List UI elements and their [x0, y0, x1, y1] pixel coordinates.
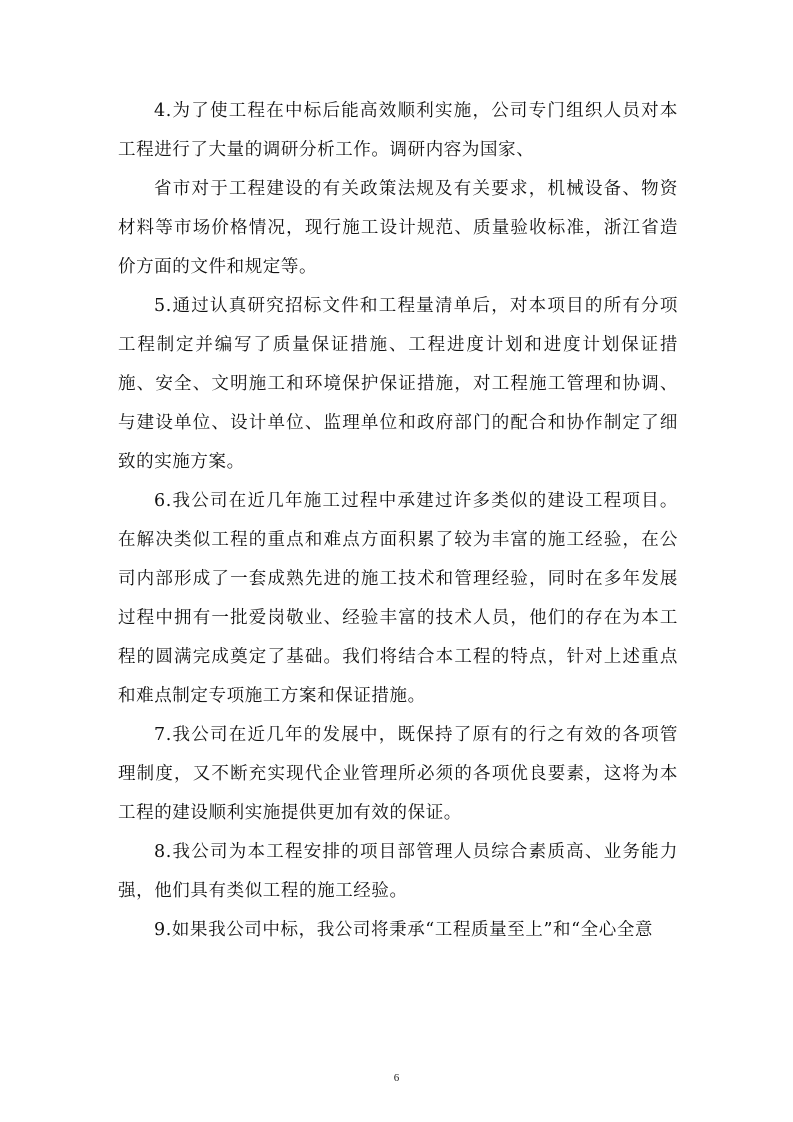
- page-number: 6: [393, 1072, 400, 1084]
- paragraph-continuation: 省市对于工程建设的有关政策法规及有关要求，机械设备、物资材料等市场价格情况，现行施工设计规范、质量验收标准，浙江省造价方面的文件和规定等。: [118, 179, 678, 277]
- body-text: [118, 92, 678, 950]
- paragraph-item-9: 9.如果我公司中标，我公司将秉承“工程质量至上”和“全心全意: [154, 920, 654, 940]
- paragraph-item-5: 5.通过认真研究招标文件和工程量清单后，对本项目的所有分项工程制定并编写了质量保证措施、工程进度计划和进度计划保证措施、安全、文明施工和环境保护保证措施，对工程施工管理和协调、与建设单位、设计单位、监理单位和政府部门的配合和协作制定了细致的实施方案。: [118, 296, 678, 472]
- paragraph-item-8: 8.我公司为本工程安排的项目部管理人员综合素质高、业务能力强，他们具有类似工程的施工经验。: [118, 842, 678, 901]
- paragraph-item-7: 7.我公司在近几年的发展中，既保持了原有的行之有效的各项管理制度，又不断充实现代企业管理所必须的各项优良要素，这将为本工程的建设顺利实施提供更加有效的保证。: [118, 725, 678, 823]
- paragraph-item-4: 4.为了使工程在中标后能高效顺利实施，公司专门组织人员对本工程进行了大量的调研分析工作。调研内容为国家、: [118, 101, 678, 160]
- paragraph-item-6: 6.我公司在近几年施工过程中承建过许多类似的建设工程项目。在解决类似工程的重点和难点方面积累了较为丰富的施工经验，在公司内部形成了一套成熟先进的施工技术和管理经验，同时在多年发展过程中拥有一批爱岗敬业、经验丰富的技术人员，他们的存在为本工程的圆满完成奠定了基础。我们将结合本工程的特点，针对上述重点和难点制定专项施工方案和保证措施。: [118, 491, 678, 706]
